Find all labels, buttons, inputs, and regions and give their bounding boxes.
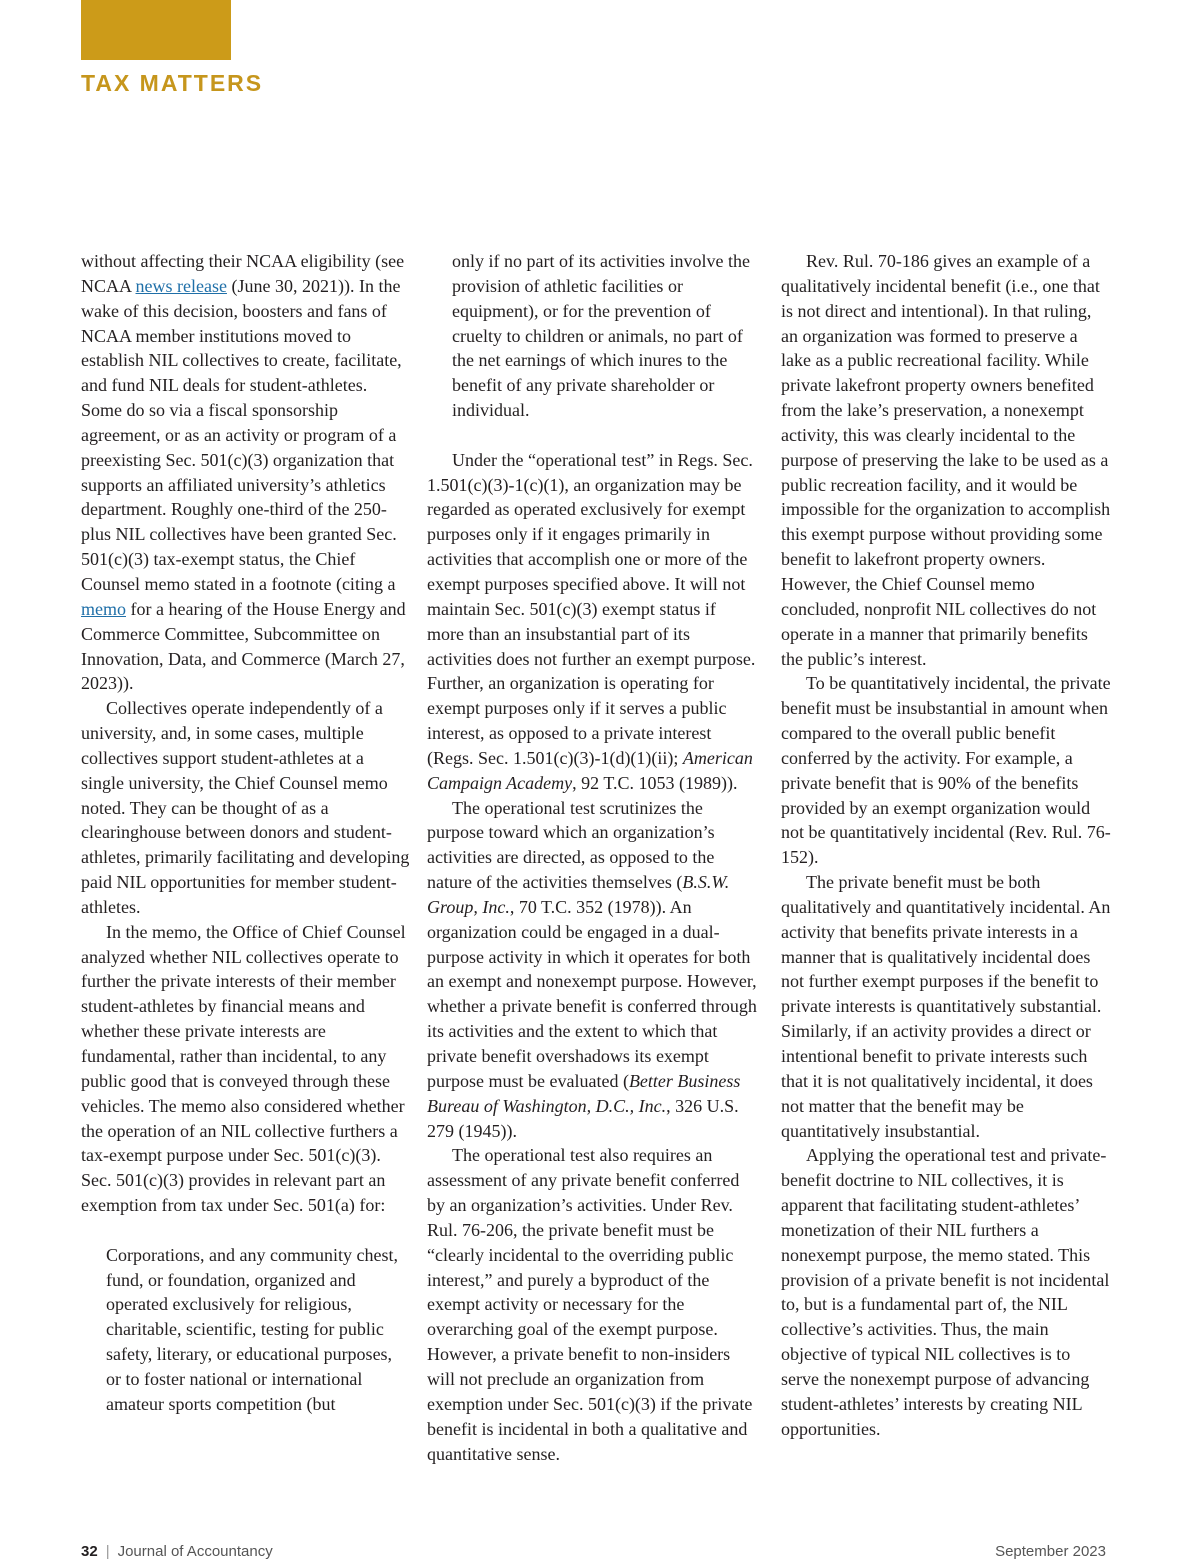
footer-left <box>81 1543 273 1560</box>
paragraph: In the memo, the Office of Chief Counsel analyzed whether NIL collectives operate to further the private interests of their member student-athletes by financial means and whether these private interests are fundamental, rather than incidental, to any public good that is conveyed through these vehicles. The memo also considered whether the operation of an NIL collective furthers a tax-exempt purpose under Sec. 501(c)(3). Sec. 501(c)(3) provides in relevant part an exemption from tax under Sec. 501(a) for: <box>81 921 406 1216</box>
article-column-1 <box>81 249 411 1417</box>
paragraph: To be quantitatively incidental, the private benefit must be insubstantial in amount when compared to the overall public benefit conferred by the activity. For example, a private benefit that is 90% of the benefits provided by an exempt organization would not be quantitatively incidental (Rev. Rul. 76-152). <box>781 673 1111 868</box>
issue-date: September 2023 <box>995 1543 1106 1560</box>
page-number: 32 <box>81 1543 98 1560</box>
memo-link[interactable]: memo <box>81 598 126 619</box>
paragraph: The private benefit must be both qualitatively and quantitatively incidental. An activity that benefits private interests in a manner that is qualitatively incidental does not further exempt purposes if the benefit to private interests is quantitatively substantial. Similarly, if an activity provides a direct or intentional benefit to private interests such that it is not qualitatively incidental, it does not matter that the benefit may be quantitatively insubstantial. <box>781 872 1111 1141</box>
section-color-bar <box>81 0 231 60</box>
paragraph: Rev. Rul. 70-186 gives an example of a qualitatively incidental benefit (i.e., one that is not direct and intentional). In that ruling, an organization was formed to preserve a lake as a public recreational facility. While private lakefront property owners benefited from the lake’s preservation, a nonexempt activity, this was clearly incidental to the purpose of preserving the lake to be used as a public recreation facility, and it would be impossible for the organization to accomplish this exempt purpose without providing some benefit to lakefront property owners. However, the Chief Counsel memo concluded, nonprofit NIL collectives do not operate in a manner that primarily benefits the public’s interest. <box>781 251 1111 669</box>
paragraph: Under the “operational test” in Regs. Sec. 1.501(c)(3)-1(c)(1), an organization may be regarded as operated exclusively for exempt purposes only if it engages primarily in activities that accomplish one or more of the exempt purposes specified above. It will not maintain Sec. 501(c)(3) exempt status if more than an insubstantial part of its activities does not further an exempt purpose. Further, an organization is operating for exempt purposes only if it serves a public interest, as opposed to a private interest (Regs. Sec. 1.501(c)(3)-1(d)(1)(ii); American Campaign Academy, 92 T.C. 1053 (1989)). <box>427 449 756 793</box>
article-column-2 <box>427 249 757 1466</box>
block-quote-continued: only if no part of its activities involve the provision of athletic facilities or equipment), or for the prevention of cruelty to children or animals, no part of the net earnings of which inures to the benefit of any private shareholder or individual. <box>452 251 750 421</box>
article-column-3 <box>781 249 1111 1442</box>
paragraph: without affecting their NCAA eligibility (see NCAA news release (June 30, 2021)). In the wake of this decision, boosters and fans of NCAA member institutions moved to establish NIL collectives to create, facilitate, and fund NIL deals for student-athletes. Some do so via a fiscal sponsorship agreement, or as an activity or program of a preexisting Sec. 501(c)(3) organization that supports an affiliated university’s athletics department. Roughly one-third of the 250-plus NIL collectives have been granted Sec. 501(c)(3) tax-exempt status, the Chief Counsel memo stated in a footnote (citing a memo for a hearing of the House Energy and Commerce Committee, Subcommittee on Innovation, Data, and Commerce (March 27, 2023)). <box>81 251 406 694</box>
paragraph: The operational test also requires an assessment of any private benefit conferred by an organization’s activities. Under Rev. Rul. 76-206, the private benefit must be “clearly incidental to the overriding public interest,” and purely a byproduct of the exempt activity or necessary for the overarching goal of the exempt purpose. However, a private benefit to non-insiders will not preclude an organization from exemption under Sec. 501(c)(3) if the private benefit is incidental in both a qualitative and quantitative sense. <box>427 1145 753 1464</box>
paragraph: Collectives operate independently of a university, and, in some cases, multiple collectives support student-athletes at a single university, the Chief Counsel memo noted. They can be thought of as a clearinghouse between donors and student-athletes, primarily facilitating and developing paid NIL opportunities for member student-athletes. <box>81 698 410 917</box>
footer-separator: | <box>105 1543 110 1560</box>
section-label: TAX MATTERS <box>81 70 264 96</box>
case-citation: American Campaign Academy <box>427 747 753 793</box>
case-citation: B.S.W. Group, Inc. <box>427 872 730 917</box>
paragraph: Applying the operational test and private-benefit doctrine to NIL collectives, it is apparent that facilitating student-athletes’ monetization of their NIL furthers a nonexempt purpose, the memo stated. This provision of a private benefit is not incidental to, but is a fundamental part of, the NIL collective’s activities. Thus, the main objective of typical NIL collectives is to serve the nonexempt purpose of advancing student-athletes’ interests by creating NIL opportunities. <box>781 1145 1110 1439</box>
block-quote: Corporations, and any community chest, fund, or foundation, organized and operated exclusively for religious, charitable, scientific, testing for public safety, literary, or educational purposes, or to foster national or international amateur sports competition (but <box>106 1244 398 1414</box>
case-citation: Better Business Bureau of Washington, D.C., Inc. <box>427 1070 741 1116</box>
news-release-link[interactable]: news release <box>135 275 227 296</box>
publication-name: Journal of Accountancy <box>117 1543 273 1560</box>
paragraph: The operational test scrutinizes the purpose toward which an organization’s activities are directed, as opposed to the nature of the activities themselves (B.S.W. Group, Inc., 70 T.C. 352 (1978)). An organization could be engaged in a dual-purpose activity in which it operates for both an exempt and nonexempt purpose. However, whether a private benefit is conferred through its activities and the extent to which that private benefit overshadows its exempt purpose must be evaluated (Better Business Bureau of Washington, D.C., Inc., 326 U.S. 279 (1945)). <box>427 797 757 1141</box>
